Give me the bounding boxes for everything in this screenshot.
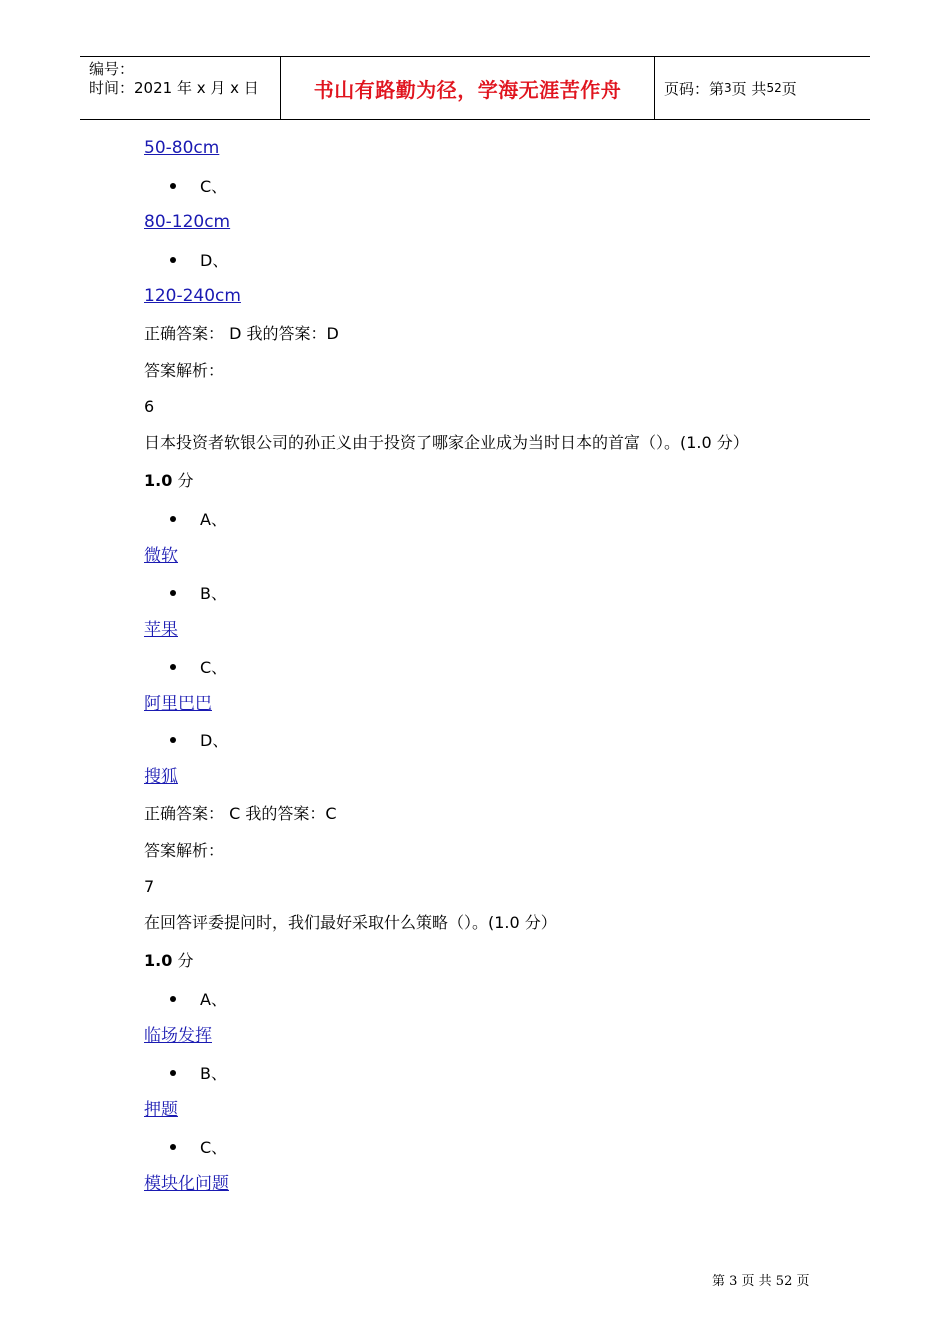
header-motto: 书山有路勤为径，学海无涯苦作舟 <box>281 57 655 119</box>
q7-option-a-link[interactable]: 临场发挥 <box>144 1026 212 1046</box>
q5-option-c-link[interactable]: 80-120cm <box>144 212 231 232</box>
q6-option-a-text[interactable] <box>144 545 178 567</box>
header-page-suffix: 页 <box>781 79 797 98</box>
q6-option-d-link[interactable]: 搜狐 <box>144 767 178 787</box>
bullet-icon <box>170 996 176 1002</box>
header-meta <box>80 57 281 119</box>
q5-option-c-text[interactable] <box>144 211 230 233</box>
q6-option-d-text[interactable] <box>144 766 178 788</box>
q6-option-b-bullet <box>170 583 227 605</box>
q5-option-d-text[interactable] <box>144 285 241 307</box>
q5-option-d-bullet <box>170 250 228 272</box>
q7-option-a-bullet <box>170 989 227 1011</box>
header-number-label: 编号： <box>89 60 135 78</box>
header-page-prefix: 页码：第 <box>664 79 725 98</box>
bullet-icon <box>170 737 176 743</box>
q6-score-value: 1.0 <box>144 471 173 490</box>
page-footer: 第 3 页 共 52 页 <box>712 1274 810 1289</box>
q7-option-b-bullet <box>170 1063 227 1085</box>
q6-option-b-link[interactable]: 苹果 <box>144 620 178 640</box>
q6-option-c-bullet <box>170 657 227 679</box>
q6-answer-line: 正确答案： C 我的答案：C <box>144 804 337 823</box>
q7-option-b-label: B、 <box>200 1064 227 1083</box>
q5-option-d-link[interactable]: 120-240cm <box>144 286 241 306</box>
bullet-icon <box>170 1144 176 1150</box>
q6-option-b-label: B、 <box>200 584 227 603</box>
q6-option-c-label: C、 <box>200 658 228 677</box>
q6-option-d-bullet <box>170 730 228 752</box>
q6-option-c-text[interactable] <box>144 693 212 715</box>
q7-option-c-text[interactable] <box>144 1173 229 1195</box>
q7-option-b-link[interactable]: 押题 <box>144 1100 178 1120</box>
q7-option-c-link[interactable]: 模块化问题 <box>144 1174 229 1194</box>
q5-option-c-label: C、 <box>200 177 228 196</box>
bullet-icon <box>170 664 176 670</box>
page-header <box>80 56 870 120</box>
bullet-icon <box>170 257 176 263</box>
q5-analysis-label: 答案解析： <box>144 361 225 380</box>
q7-option-a-label: A、 <box>200 990 227 1009</box>
bullet-icon <box>170 590 176 596</box>
bullet-icon <box>170 1070 176 1076</box>
header-page-mid: 页 共 <box>731 79 767 98</box>
q7-option-c-label: C、 <box>200 1138 228 1157</box>
q5-answer-line: 正确答案： D 我的答案：D <box>144 324 339 343</box>
header-time-label: 时间：2021 年 x 月 x 日 <box>89 79 259 97</box>
q7-score-unit: 分 <box>177 951 194 970</box>
q7-score-value: 1.0 <box>144 951 173 970</box>
q7-question: 在回答评委提问时，我们最好采取什么策略（）。(1.0 分） <box>144 913 557 932</box>
q6-number: 6 <box>144 397 155 416</box>
q6-analysis-label: 答案解析： <box>144 841 225 860</box>
q5-option-c-bullet <box>170 176 227 198</box>
bullet-icon <box>170 516 176 522</box>
header-page-total: 52 <box>766 81 782 95</box>
header-page-current: 3 <box>724 81 732 95</box>
q5-option-d-label: D、 <box>200 251 229 270</box>
q6-score <box>144 470 193 492</box>
q7-option-b-text[interactable] <box>144 1099 178 1121</box>
q6-score-unit: 分 <box>177 471 194 490</box>
q6-option-d-label: D、 <box>200 731 229 750</box>
q7-score <box>144 950 193 972</box>
q6-question: 日本投资者软银公司的孙正义由于投资了哪家企业成为当时日本的首富（）。(1.0 分） <box>144 433 749 452</box>
q6-option-a-link[interactable]: 微软 <box>144 546 178 566</box>
q7-number: 7 <box>144 877 155 896</box>
q5-option-b-text[interactable] <box>144 137 219 159</box>
q7-option-a-text[interactable] <box>144 1025 212 1047</box>
q6-option-a-label: A、 <box>200 510 227 529</box>
q6-option-a-bullet <box>170 509 227 531</box>
q5-option-b-link[interactable]: 50-80cm <box>144 138 220 158</box>
bullet-icon <box>170 183 176 189</box>
q7-option-c-bullet <box>170 1137 227 1159</box>
q6-option-b-text[interactable] <box>144 619 178 641</box>
header-page-info <box>655 57 870 119</box>
q6-option-c-link[interactable]: 阿里巴巴 <box>144 694 212 714</box>
